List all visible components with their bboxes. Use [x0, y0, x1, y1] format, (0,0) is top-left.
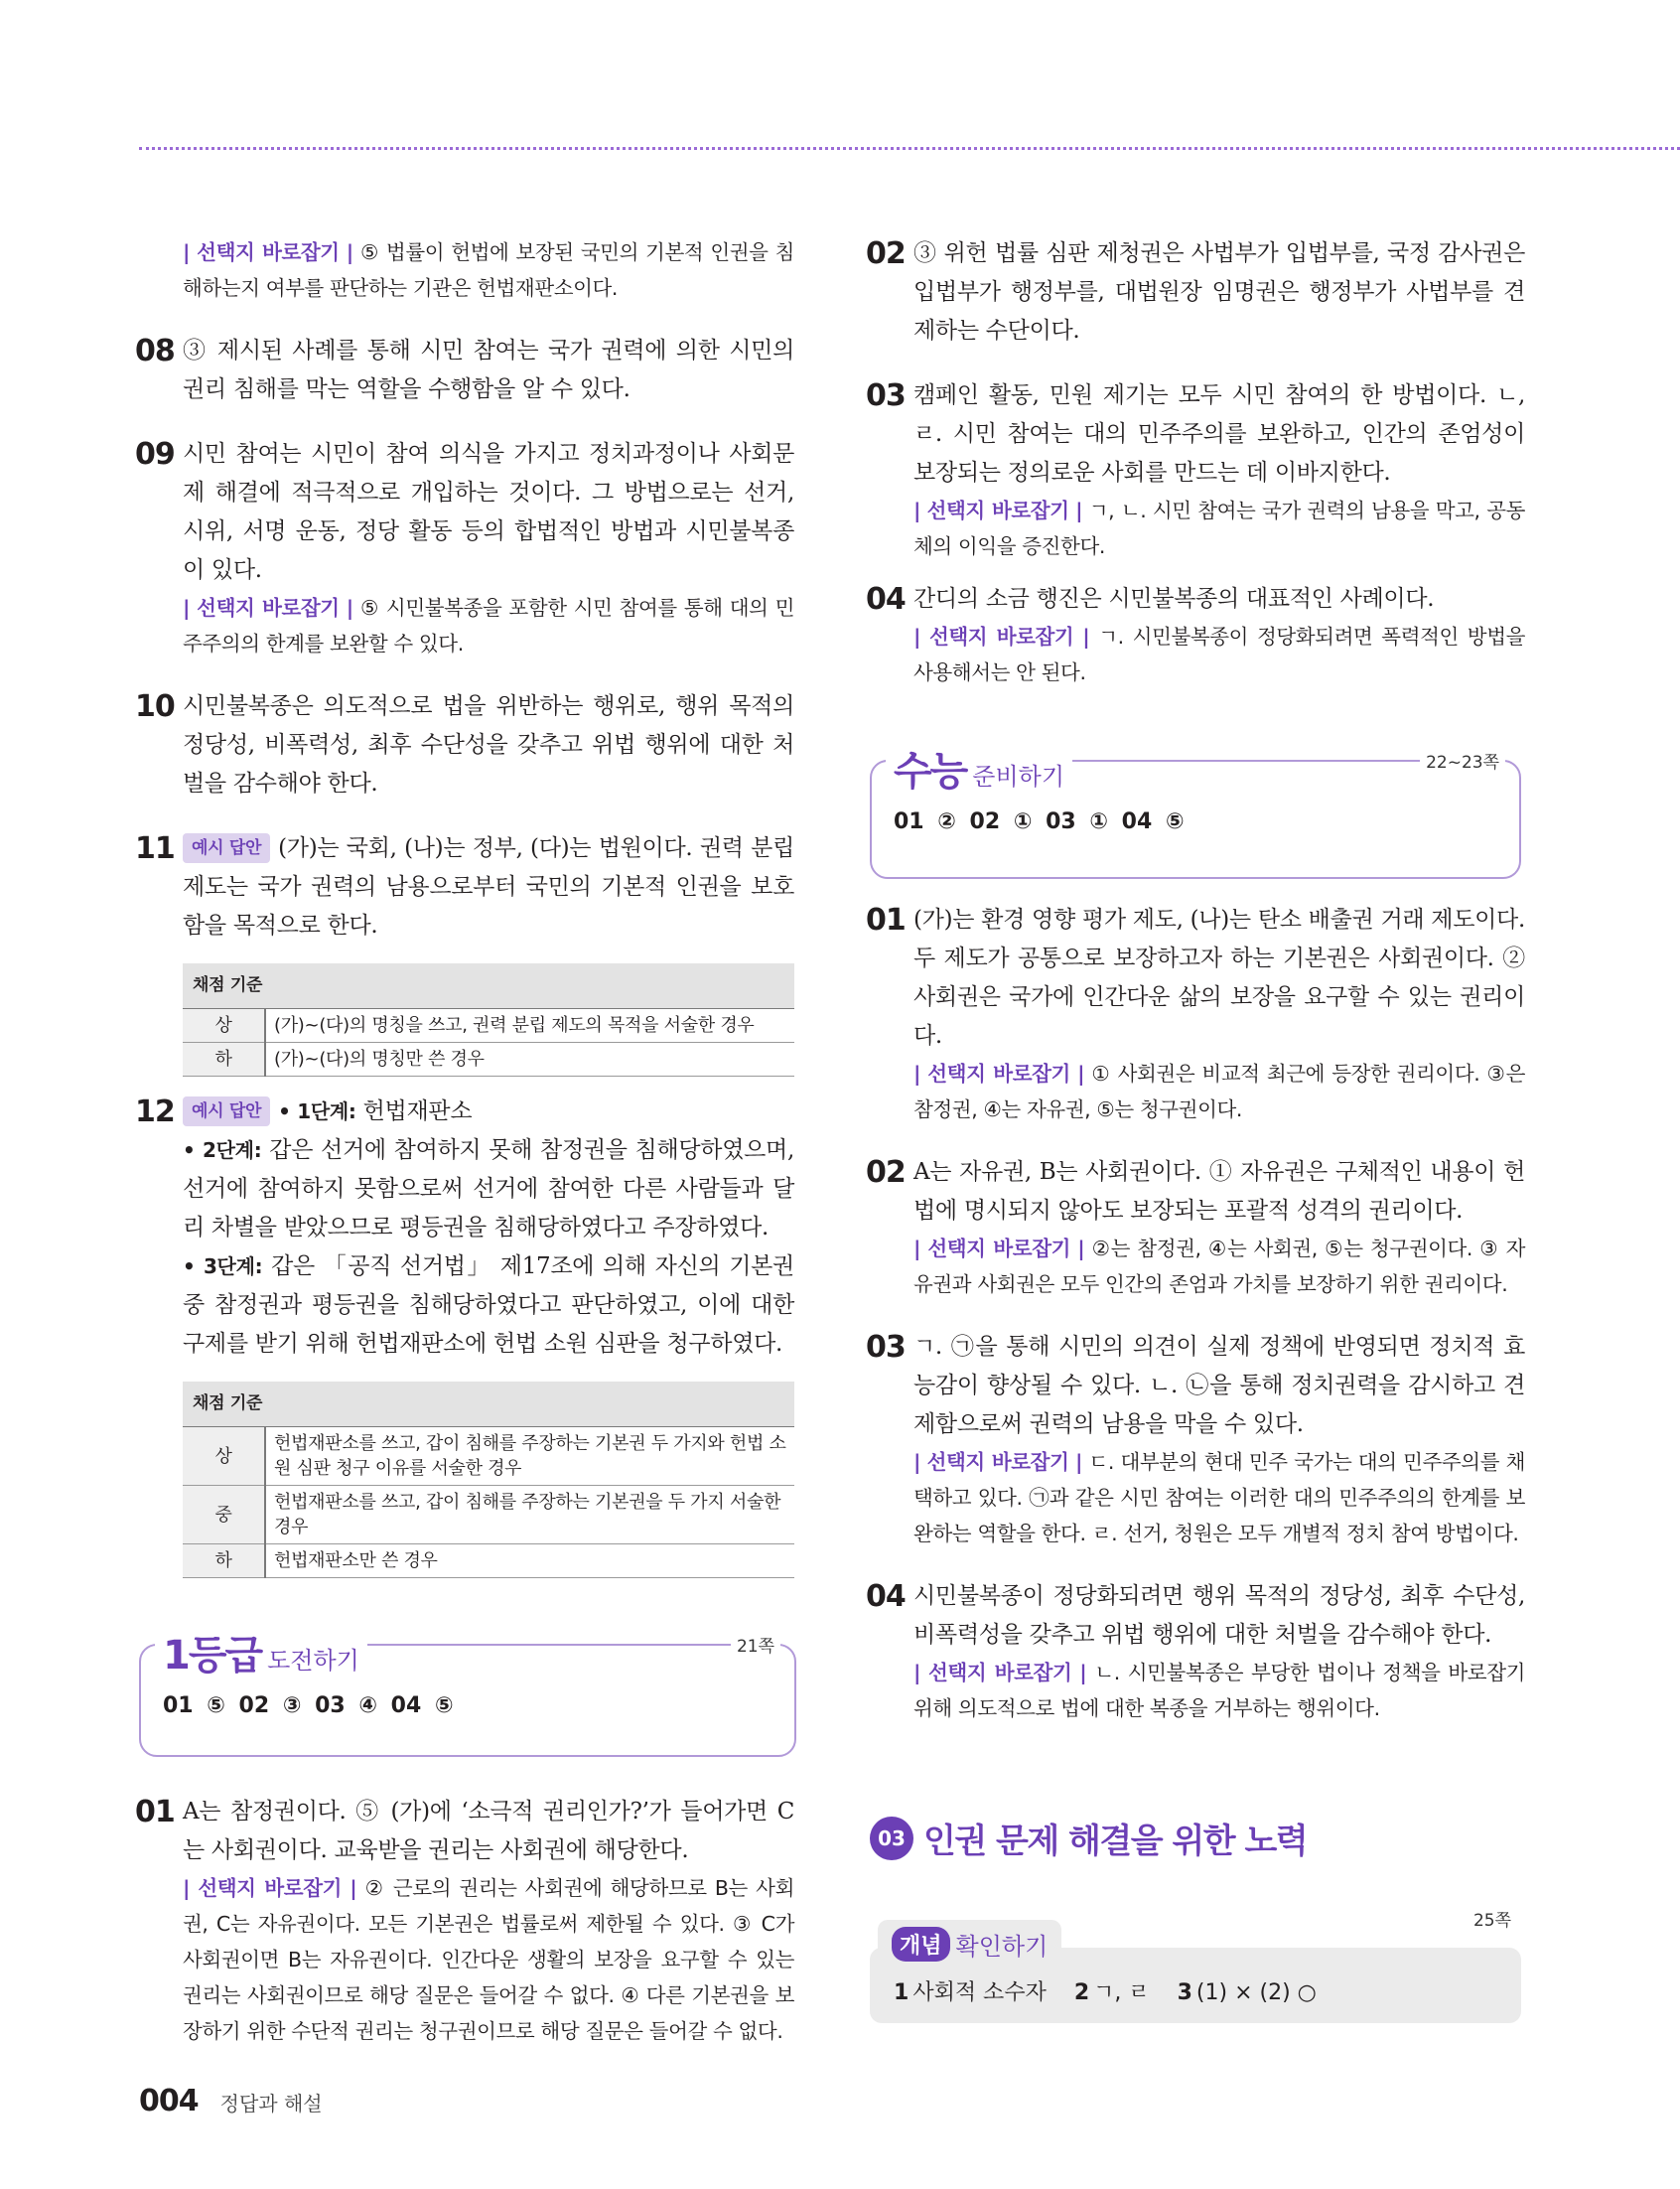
- left-column: [135, 234, 795, 2049]
- csat-answer-02: [866, 1153, 1525, 1302]
- question-number: 11: [135, 831, 175, 866]
- question-number: 12: [135, 1094, 175, 1129]
- grading-header: 채점 기준: [183, 1382, 794, 1427]
- fix-bar: |: [1079, 1661, 1087, 1684]
- section-number-badge: 03: [870, 1817, 913, 1860]
- box-answers: 01 ⑤ 02 ③ 03 ④ 04 ⑤: [163, 1693, 454, 1718]
- step-label: • 3단계:: [183, 1254, 263, 1278]
- fix-bar: |: [913, 1237, 921, 1260]
- answer-text: 캠페인 활동, 민원 제기는 모두 시민 참여의 한 방법이다. ㄴ, ㄹ. 시민 참여는 대의 민주주의를 보완하고, 인간의 존엄성이 보장되는 정의로운 사회를 만드는 데 이바지한다.: [913, 382, 1525, 486]
- csat-prep-box: [870, 749, 1521, 879]
- answer-text: ③ 제시된 사례를 통해 시민 참여는 국가 권력에 의한 시민의 권리 침해를 막는 역할을 수행함을 알 수 있다.: [183, 338, 794, 402]
- fix-text: ⑤ 법률이 헌법에 보장된 국민의 기본적 인권을 침해하는지 여부를 판단하는 기관은 헌법재판소이다.: [183, 240, 795, 300]
- table-row: [183, 1544, 794, 1578]
- page-footer: [139, 2084, 323, 2118]
- box-title-sub: 도전하기: [267, 1647, 359, 1675]
- question-number: 03: [866, 1330, 906, 1365]
- fix-bar: |: [1074, 1450, 1083, 1474]
- answer-text: A는 자유권, B는 사회권이다. ① 자유권은 구체적인 내용이 헌법에 명시되지 않아도 보장되는 포괄적 성격의 권리이다.: [913, 1159, 1525, 1224]
- concept-answer-number: 2: [1073, 1980, 1090, 2005]
- step-label: • 1단계:: [278, 1099, 356, 1123]
- fix-bar: |: [1077, 1062, 1085, 1086]
- grade-level: 하: [183, 1043, 265, 1077]
- fix-text: ① 사회권은 비교적 최근에 등장한 권리이다. ③은 참정권, ④는 자유권, ⑤는 청구권이다.: [913, 1062, 1525, 1121]
- question-number: 01: [135, 1795, 175, 1829]
- question-number: 02: [866, 236, 906, 271]
- fix-note: [913, 1655, 1525, 1726]
- fix-bar: |: [346, 240, 353, 264]
- answer-text: ③ 위헌 법률 심판 제청권은 사법부가 입법부를, 국정 감사권은 입법부가 행정부를, 대법원장 임명권은 행정부가 사법부를 견제하는 수단이다.: [913, 240, 1525, 344]
- table-row: [183, 1009, 794, 1043]
- question-number: 04: [866, 1579, 906, 1614]
- concept-tag: 개념: [892, 1927, 950, 1962]
- fix-label: 선택지 바로잡기: [197, 240, 340, 264]
- fix-note: [913, 1056, 1525, 1127]
- fix-bar: |: [1077, 1237, 1085, 1260]
- grade1-challenge-box: [139, 1633, 796, 1757]
- question-number: 01: [866, 903, 906, 938]
- concept-check-box: [870, 1906, 1521, 2009]
- grade-level: 상: [183, 1427, 265, 1486]
- concept-answer-number: 1: [894, 1980, 910, 2005]
- grade-level: 하: [183, 1544, 265, 1578]
- question-number: 04: [866, 582, 906, 617]
- answer-text: 시민불복종이 정당화되려면 행위 목적의 정당성, 최후 수단성, 비폭력성을 갖추고 위법 행위에 대한 처벌을 감수해야 한다.: [913, 1583, 1525, 1648]
- fix-text: ⑤ 시민불복종을 포함한 시민 참여를 통해 대의 민주주의의 한계를 보완할 수 있다.: [183, 596, 795, 656]
- footer-title: 정답과 해설: [219, 2092, 323, 2116]
- section-title: 인권 문제 해결을 위한 노력: [923, 1822, 1308, 1861]
- table-row: [183, 1427, 794, 1486]
- fix-note: [183, 590, 794, 661]
- grade-desc: 헌법재판소만 쓴 경우: [265, 1544, 794, 1578]
- step-text: 갑은 「공직 선거법」 제17조에 의해 자신의 기본권 중 참정권과 평등권을 침해당하였다고 판단하였고, 이에 대한 구제를 받기 위해 헌법재판소에 헌법 소원 심판을 청구하였다.: [183, 1253, 794, 1357]
- fix-bar: |: [913, 625, 921, 649]
- answer-text: 시민불복종은 의도적으로 법을 위반하는 행위로, 행위 목적의 정당성, 비폭력성, 최후 수단성을 갖추고 위법 행위에 대한 처벌을 감수해야 한다.: [183, 693, 794, 797]
- fix-label: 선택지 바로잡기: [926, 1450, 1069, 1474]
- fix-bar: |: [183, 596, 191, 620]
- fix-text: ㄴ. 시민불복종은 부당한 법이나 정책을 바로잡기 위해 의도적으로 법에 대한 복종을 거부하는 행위이다.: [913, 1661, 1526, 1720]
- grade-level: 상: [183, 1009, 265, 1043]
- step-text: 헌법재판소: [362, 1098, 473, 1124]
- challenge-answer-01: [135, 1793, 794, 2049]
- grade-level: 중: [183, 1486, 265, 1544]
- concept-answer: ㄱ, ㄹ: [1093, 1980, 1150, 2005]
- concept-answer: (1) × (2) ○: [1195, 1980, 1317, 2005]
- answer-text: 간디의 소금 행진은 시민불복종의 대표적인 사례이다.: [913, 586, 1435, 612]
- fix-bar: |: [183, 1876, 191, 1900]
- fix-label: 선택지 바로잡기: [928, 1661, 1072, 1684]
- right-column: [866, 234, 1526, 2009]
- question-number: 03: [866, 378, 906, 413]
- fix-note: [183, 1870, 794, 2049]
- concept-answer-number: 3: [1177, 1980, 1192, 2005]
- fix-label: 선택지 바로잡기: [926, 499, 1069, 522]
- fix-note: [913, 1231, 1525, 1302]
- concept-tab: [878, 1920, 1061, 1966]
- fix-note: [139, 234, 794, 306]
- csat-answer-03: [866, 1328, 1525, 1551]
- answer-12: [135, 1093, 794, 1578]
- answer-03: [866, 376, 1525, 564]
- page-number: 004: [139, 2084, 199, 2118]
- box-title: [886, 740, 1072, 797]
- fix-bar: |: [913, 1062, 921, 1086]
- grade-desc: (가)~(다)의 명칭만 쓴 경우: [265, 1043, 794, 1077]
- answer-text: (가)는 환경 영향 평가 제도, (나)는 탄소 배출권 거래 제도이다. 두 제도가 공통으로 보장하고자 하는 기본권은 사회권이다. ② 사회권은 국가에 인간다운 삶의 보장을 요구할 수 있는 권리이다.: [913, 907, 1525, 1049]
- grading-header: 채점 기준: [183, 963, 794, 1009]
- csat-answer-01: [866, 901, 1525, 1127]
- fix-label: 선택지 바로잡기: [197, 596, 340, 620]
- fix-bar: |: [913, 499, 921, 522]
- question-number: 10: [135, 689, 175, 724]
- step-text: 갑은 선거에 참여하지 못해 참정권을 침해당하였으며, 선거에 참여하지 못함으로써 선거에 참여한 다른 사람들과 달리 차별을 받았으므로 평등권을 침해당하였다고 주장하였다.: [183, 1137, 794, 1240]
- fix-note: [913, 493, 1525, 564]
- grade-desc: (가)~(다)의 명칭을 쓰고, 권력 분립 제도의 목적을 서술한 경우: [265, 1009, 794, 1043]
- fix-bar: |: [1082, 625, 1090, 649]
- table-row: [183, 1486, 794, 1544]
- fix-bar: |: [913, 1450, 921, 1474]
- question-number: 02: [866, 1155, 906, 1190]
- fix-bar: |: [346, 596, 353, 620]
- box-page-ref: 22~23쪽: [1420, 748, 1505, 773]
- fix-label: 선택지 바로잡기: [927, 1237, 1071, 1260]
- fix-text: ㄱ, ㄴ. 시민 참여는 국가 권력의 남용을 막고, 공동체의 이익을 증진한다.: [913, 499, 1525, 558]
- fix-label: 선택지 바로잡기: [198, 1876, 343, 1900]
- concept-label: 확인하기: [955, 1932, 1049, 1961]
- answer-11: [135, 829, 794, 1077]
- answer-02: [866, 234, 1525, 351]
- example-answer-badge: 예시 답안: [183, 1096, 270, 1126]
- fix-bar: |: [1075, 499, 1083, 522]
- answer-text: A는 참정권이다. ⑤ (가)에 ‘소극적 권리인가?’가 들어가면 C는 사회권이다. 교육받을 권리는 사회권에 해당한다.: [183, 1799, 794, 1863]
- top-dotted-rule: [139, 147, 1680, 150]
- fix-label: 선택지 바로잡기: [929, 625, 1074, 649]
- fix-text: ㄷ. 대부분의 현대 민주 국가는 대의 민주주의를 채택하고 있다. ㉠과 같은 시민 참여는 이러한 대의 민주주의의 한계를 보완하는 역할을 한다. ㄹ. 선거, 청원은 모두 개별적 정치 참여 방법이다.: [913, 1450, 1525, 1545]
- fix-bar: |: [913, 1661, 921, 1684]
- fix-bar: |: [183, 240, 191, 264]
- csat-answer-04: [866, 1577, 1526, 1726]
- answer-text: ㄱ. ㉠을 통해 시민의 의견이 실제 정책에 반영되면 정치적 효능감이 향상될 수 있다. ㄴ. ㉡을 통해 정치권력을 감시하고 견제함으로써 권력의 남용을 막을 수 있다.: [913, 1334, 1525, 1437]
- box-title-main: 1등급: [163, 1633, 262, 1678]
- box-title-sub: 준비하기: [972, 763, 1065, 791]
- box-page-ref: 21쪽: [731, 1632, 780, 1657]
- box-answers: 01 ② 02 ① 03 ① 04 ⑤: [894, 809, 1185, 834]
- fix-text: ㄱ. 시민불복종이 정당화되려면 폭력적인 방법을 사용해서는 안 된다.: [913, 625, 1526, 684]
- table-row: [183, 1043, 794, 1077]
- box-title-main: 수능: [894, 749, 967, 795]
- answer-text: 시민 참여는 시민이 참여 의식을 가지고 정치과정이나 사회문제 해결에 적극적으로 개입하는 것이다. 그 방법으로는 선거, 시위, 서명 운동, 정당 활동 등의 합법적인 방법과 시민불복종이 있다.: [183, 441, 794, 583]
- question-number: 09: [135, 437, 175, 472]
- answer-text: (가)는 국회, (나)는 정부, (다)는 법원이다. 권력 분립 제도는 국가 권력의 남용으로부터 국민의 기본적 인권을 보호함을 목적으로 한다.: [183, 835, 794, 939]
- concept-answer: 사회적 소수자: [912, 1980, 1047, 2005]
- fix-bar: |: [350, 1876, 357, 1900]
- grading-table: [183, 1382, 794, 1578]
- grading-table: [183, 963, 794, 1077]
- fix-text: ②는 참정권, ④는 사회권, ⑤는 청구권이다. ③ 자유권과 사회권은 모두 인간의 존엄과 가치를 보장하기 위한 권리이다.: [913, 1237, 1525, 1296]
- box-title: [155, 1624, 367, 1680]
- concept-answers: [894, 1975, 1317, 2006]
- answer-10: [135, 687, 794, 803]
- answer-04: [866, 580, 1526, 690]
- section-heading: [870, 1814, 1525, 1862]
- concept-page-ref: 25쪽: [1472, 1911, 1511, 1931]
- fix-text: ② 근로의 권리는 사회권에 해당하므로 B는 사회권, C는 자유권이다. 모든 기본권은 법률로써 제한될 수 있다. ③ C가 사회권이면 B는 자유권이다. 인간다운 생활의 보장을 요구할 수 있는 권리는 사회권이므로 해당 질문은 들어갈 수 없다. ④ 다른 기본권을 보장하기 위한 수단적 권리는 청구권이므로 해당 질문은 들어갈 수 없다.: [183, 1876, 794, 2043]
- example-answer-badge: 예시 답안: [183, 833, 270, 863]
- answer-08: [135, 332, 794, 409]
- step-label: • 2단계:: [183, 1138, 262, 1162]
- fix-note: [913, 1444, 1525, 1551]
- answer-09: [135, 435, 795, 661]
- question-number: 08: [135, 334, 175, 368]
- fix-note: [913, 619, 1525, 690]
- grade-desc: 헌법재판소를 쓰고, 갑이 침해를 주장하는 기본권을 두 가지 서술한 경우: [265, 1486, 794, 1544]
- grade-desc: 헌법재판소를 쓰고, 갑이 침해를 주장하는 기본권 두 가지와 헌법 소원 심판 청구 이유를 서술한 경우: [265, 1427, 794, 1486]
- fix-label: 선택지 바로잡기: [927, 1062, 1070, 1086]
